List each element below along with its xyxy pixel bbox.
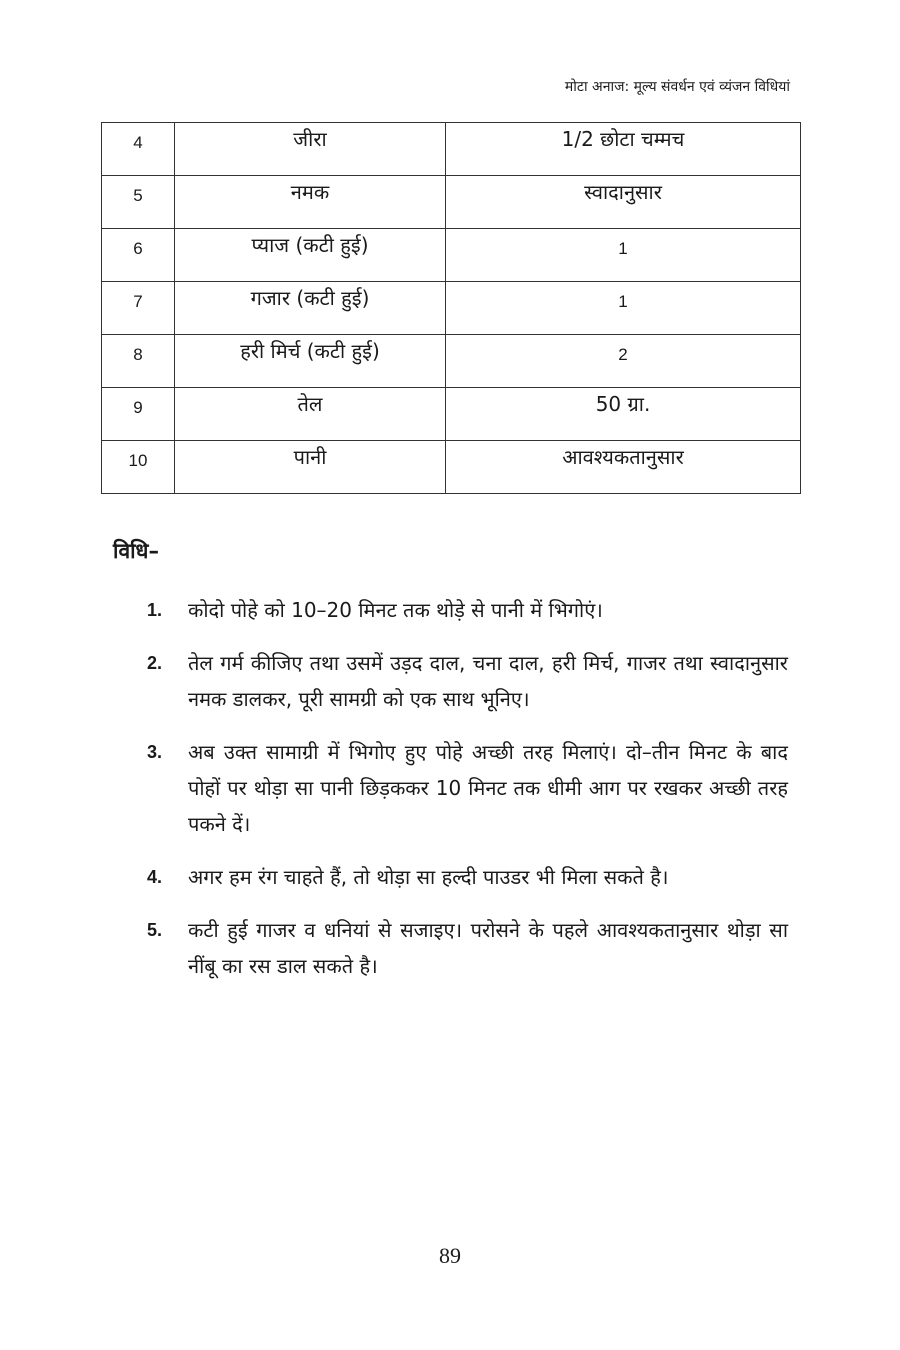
- ingredients-table: [101, 122, 801, 494]
- step-number: 4.: [147, 867, 163, 887]
- row-number: 6: [102, 229, 175, 282]
- ingredient-name: तेल: [175, 388, 446, 441]
- step-text: अब उक्त सामाग्री में भिगोए हुए पोहे अच्छी तरह मिलाएं। दो–तीन मिनट के बाद पोहों पर थोड़ा सा पानी छिड़ककर 10 मिनट तक धीमी आग पर रखकर अच्छी तरह पकने दें।: [188, 740, 788, 836]
- table-row: [102, 335, 801, 388]
- ingredient-name: पानी: [175, 441, 446, 494]
- step-number: 2.: [147, 653, 163, 673]
- ingredient-quantity: 1: [446, 282, 801, 335]
- ingredient-quantity: स्वादानुसार: [446, 176, 801, 229]
- running-header: मोटा अनाज: मूल्य संवर्धन एवं व्यंजन विधियां: [564, 79, 790, 95]
- list-item: [147, 859, 788, 895]
- step-text: अगर हम रंग चाहते हैं, तो थोड़ा सा हल्दी पाउडर भी मिला सकते है।: [188, 865, 669, 889]
- step-number: 1.: [147, 600, 163, 620]
- row-number: 5: [102, 176, 175, 229]
- ingredient-name: गजार (कटी हुई): [175, 282, 446, 335]
- list-item: [147, 912, 788, 984]
- step-number: 3.: [147, 742, 163, 762]
- table-row: [102, 441, 801, 494]
- row-number: 10: [102, 441, 175, 494]
- ingredient-name: नमक: [175, 176, 446, 229]
- ingredient-quantity: 50 ग्रा.: [446, 388, 801, 441]
- row-number: 9: [102, 388, 175, 441]
- ingredient-quantity: 1/2 छोटा चम्मच: [446, 123, 801, 176]
- list-item: [147, 734, 788, 842]
- method-steps-list: [147, 592, 788, 1001]
- table-row: [102, 282, 801, 335]
- page-number: 89: [439, 1243, 461, 1268]
- ingredient-quantity: आवश्यकतानुसार: [446, 441, 801, 494]
- table-row: [102, 388, 801, 441]
- list-item: [147, 645, 788, 717]
- method-heading: विधि–: [113, 539, 159, 563]
- ingredient-name: जीरा: [175, 123, 446, 176]
- table-row: [102, 229, 801, 282]
- step-text: कटी हुई गाजर व धनियां से सजाइए। परोसने के पहले आवश्यकतानुसार थोड़ा सा नींबू का रस डाल सकते है।: [188, 918, 788, 978]
- row-number: 4: [102, 123, 175, 176]
- row-number: 7: [102, 282, 175, 335]
- ingredient-quantity: 1: [446, 229, 801, 282]
- ingredient-name: प्याज (कटी हुई): [175, 229, 446, 282]
- table-row: [102, 176, 801, 229]
- step-text: तेल गर्म कीजिए तथा उसमें उड़द दाल, चना दाल, हरी मिर्च, गाजर तथा स्वादानुसार नमक डालकर, पूरी सामग्री को एक साथ भूनिए।: [188, 651, 788, 711]
- list-item: [147, 592, 788, 628]
- ingredient-quantity: 2: [446, 335, 801, 388]
- step-text: कोदो पोहे को 10–20 मिनट तक थोड़े से पानी में भिगोएं।: [188, 598, 603, 622]
- step-number: 5.: [147, 920, 163, 940]
- table-row: [102, 123, 801, 176]
- row-number: 8: [102, 335, 175, 388]
- ingredient-name: हरी मिर्च (कटी हुई): [175, 335, 446, 388]
